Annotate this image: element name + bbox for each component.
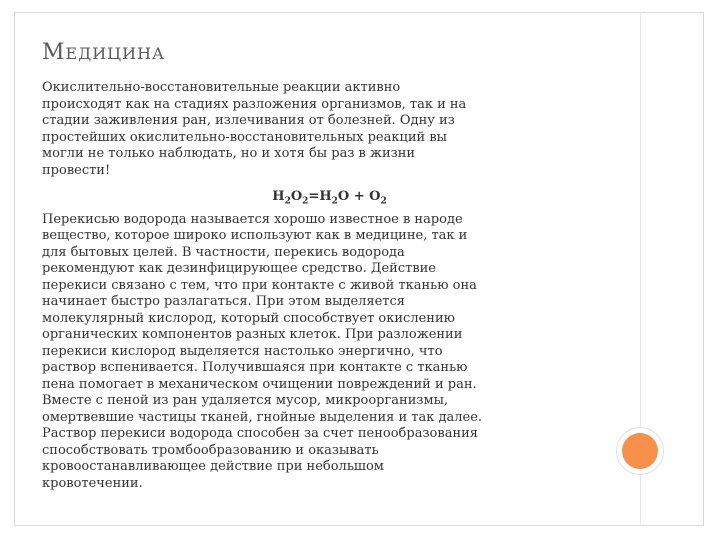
- formula-part: H: [272, 189, 285, 204]
- formula-subscript: 2: [284, 196, 291, 207]
- paragraph-intro: Окислительно-восстановительные реакции активно происходят как на стадиях разложения организмов, так и на стадии заживления ран, излечивания от болезней. Одну из простейших окислительно-восстановительных реакций вы могли не только наблюдать, но и хотя бы раз в жизни провести!: [42, 80, 467, 178]
- slide-title-rest: ЕДИЦИНА: [65, 44, 166, 63]
- formula-part: O + O: [337, 189, 381, 204]
- formula-part: O: [290, 189, 303, 204]
- slide-body: [42, 80, 617, 492]
- formula-part: =H: [308, 189, 332, 204]
- slide-title-initial: М: [42, 40, 66, 65]
- paragraph-peroxide: Перекисью водорода называется хорошо известное в народе вещество, которое широко используют как в медицине, так и для бытовых целей. В частности, перекись водорода рекомендуют как дезинфицирующее средство. Действие перекиси связано с тем, что при контакте с живой тканью она начинает быстро разлагаться. При этом выделяется молекулярный кислород, который способствует окислению органических компонентов разных клеток. При разложении перекиси кислород выделяется настолько энергично, что раствор вспенивается. Получившаяся при контакте с тканью пена помогает в механическом очищении повреждений и ран. Вместе с пеной из ран удаляется мусор, микроорганизмы, омертвевшие частицы тканей, гнойные выделения и так далее. Раствор перекиси водорода способен за счет пенообразования способствовать тромбообразованию и оказывать кровоостанавливающее действие при небольшом кровотечении.: [42, 211, 483, 491]
- formula-subscript: 2: [302, 196, 309, 207]
- formula-subscript: 2: [380, 196, 387, 207]
- decorative-orange-circle: [622, 433, 658, 469]
- slide-title: [42, 40, 165, 65]
- chemical-formula: [42, 189, 617, 206]
- formula-subscript: 2: [331, 196, 338, 207]
